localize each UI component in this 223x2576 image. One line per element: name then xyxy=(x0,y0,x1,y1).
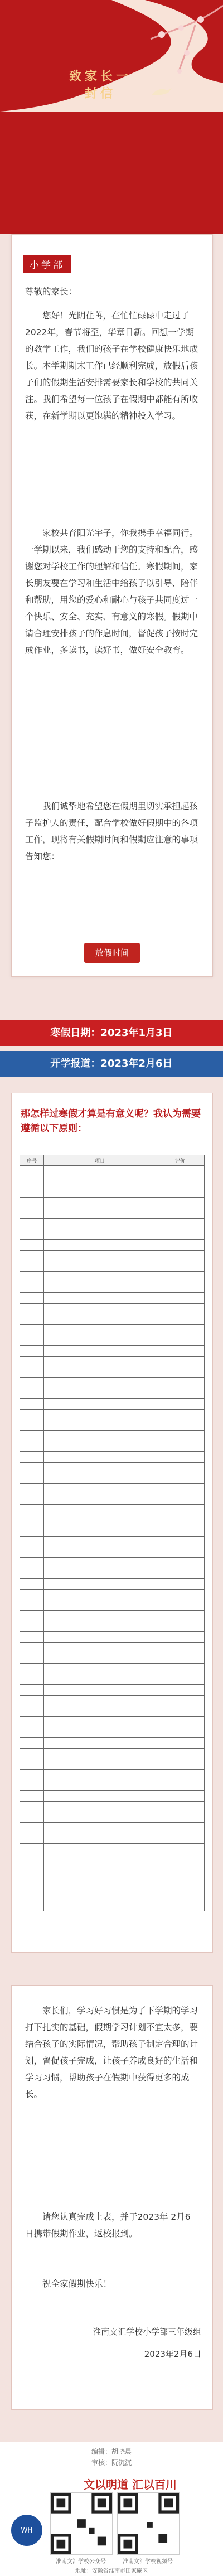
table-row xyxy=(20,1727,205,1738)
table-row xyxy=(20,1505,205,1515)
table-row xyxy=(20,1696,205,1706)
table-row xyxy=(20,1653,205,1664)
address-line: 地址：安徽省淮南市田家庵区 xyxy=(75,2568,148,2574)
signature-date: 2023年2月6日 xyxy=(144,2349,201,2359)
survey-question: 那怎样过寒假才算是有意义呢？我认为需要遵循以下原则： xyxy=(21,1108,201,1134)
table-row xyxy=(20,1166,205,1176)
editor-credit: 编辑：胡晓晨 xyxy=(91,2448,132,2456)
table-row xyxy=(20,1844,205,1911)
slogan-line-1: 文以明道 汇以百川 xyxy=(84,2478,177,2491)
qr2-label: 淮南文汇学校视频号 xyxy=(123,2559,173,2565)
table-row xyxy=(20,1823,205,1833)
school-logo: WH xyxy=(11,2515,42,2546)
letter-paragraph: 我们诚挚地希望您在假期里切实承担起孩子监护人的责任，配合学校做好假期中的各项工作，现将有关假期时间和假期应注意的事项告知您： xyxy=(25,801,198,861)
survey-card xyxy=(11,1093,213,1953)
qr1-label: 淮南文汇学校公众号 xyxy=(56,2559,106,2565)
table-row xyxy=(20,1367,205,1378)
table-row xyxy=(20,1198,205,1208)
column-header: 项目 xyxy=(44,1155,156,1166)
table-row xyxy=(20,1833,205,1844)
table-row xyxy=(20,1261,205,1272)
letter-card xyxy=(11,234,213,977)
table-row xyxy=(20,1590,205,1600)
table-row xyxy=(20,1272,205,1282)
table-row xyxy=(20,1579,205,1590)
table-row xyxy=(20,1802,205,1812)
table-row xyxy=(20,1304,205,1314)
closing-paragraph: 家长们，学习好习惯是为了下学期的学习打下扎实的基础，假期学习计划不宜太多，要结合孩子的实际情况，帮助孩子制定合理的计划，督促孩子完成，让孩子养成良好的生活和学习习惯，帮助孩子在假期中获得更多的成长。 xyxy=(25,2006,198,2099)
table-row xyxy=(20,1611,205,1621)
school-start-bar: 开学报道：2023年2月6日 xyxy=(0,1051,223,1077)
table-row xyxy=(20,1229,205,1240)
table-row xyxy=(20,1282,205,1293)
qr-code-icon xyxy=(51,2493,112,2554)
table-row xyxy=(20,1494,205,1505)
table-row xyxy=(20,1664,205,1674)
table-row xyxy=(20,1780,205,1791)
bird-icon xyxy=(151,84,173,100)
table-row xyxy=(20,1685,205,1696)
table-row xyxy=(20,1621,205,1632)
closing-paragraph: 请您认真完成上表，并于2023年 2月6日携带假期作业，返校报到。 xyxy=(25,2212,191,2239)
table-row xyxy=(20,1749,205,1759)
table-row xyxy=(20,1463,205,1473)
table-row xyxy=(20,1473,205,1484)
footer xyxy=(0,2442,223,2576)
table-row xyxy=(20,1632,205,1643)
section-tag: 小学部 xyxy=(23,255,71,273)
letter-paragraph: 家校共育阳光宇子，你我携手幸福同行。一学期以来，我们感动于您的支持和配合，感谢您对学校工作的理解和信任。寒假期间，家长朋友要在学习和生活中给孩子以引导、陪伴和帮助，用您的爱心和耐心与孩子共同度过一个快乐、安全、充实、有意义的寒假。假期中请合理安排孩子的作息时间，督促孩子按时完成作业，多读书，读好书，做好安全教育。 xyxy=(25,528,198,655)
table-row xyxy=(20,1568,205,1579)
holiday-time-button[interactable]: 放假时间 xyxy=(84,943,140,963)
closing-paragraph: 祝全家假期快乐！ xyxy=(42,2279,112,2289)
table-row xyxy=(20,1219,205,1229)
closing-card xyxy=(11,1985,213,2410)
column-header: 序号 xyxy=(20,1155,44,1166)
column-header: 评价 xyxy=(156,1155,205,1166)
table-row xyxy=(20,1674,205,1685)
table-row xyxy=(20,1791,205,1802)
letter-paragraph: 您好！光阴荏苒，在忙忙碌碌中走过了2022年，春节将至，华章日新。回想一学期的教学工作，我们的孩子在学校健康快乐地成长。本学期期末工作已经顺利完成，放假后孩子们的假期生活安排需要家长和学校的共同关注。我们希望每一位孩子在假期中都能有所收获，在新学期以更饱满的精神投入学习。 xyxy=(25,311,198,421)
table-row xyxy=(20,1293,205,1304)
table-row xyxy=(20,1441,205,1452)
table-row xyxy=(20,1526,205,1537)
table-row xyxy=(20,1738,205,1749)
plum-blossom-branch-icon xyxy=(128,0,223,100)
qr-code-icon xyxy=(118,2493,179,2554)
table-row xyxy=(20,1452,205,1463)
table-row xyxy=(20,1399,205,1410)
table-row xyxy=(20,1706,205,1717)
table-row xyxy=(20,1717,205,1727)
table-row xyxy=(20,1643,205,1653)
table-row xyxy=(20,1314,205,1325)
survey-table xyxy=(20,1155,205,1911)
holiday-date-bar: 寒假日期：2023年1月3日 xyxy=(0,1020,223,1046)
qr-code-official-account[interactable] xyxy=(50,2492,113,2555)
salutation: 尊敬的家长： xyxy=(25,287,77,297)
table-row xyxy=(20,1325,205,1335)
table-row xyxy=(20,1600,205,1611)
table-row xyxy=(20,1484,205,1494)
table-header-row xyxy=(20,1155,205,1166)
table-row xyxy=(20,1357,205,1367)
table-row xyxy=(20,1346,205,1357)
signature-school: 淮南文汇学校小学部三年级组 xyxy=(92,2327,201,2337)
table-row xyxy=(20,1176,205,1187)
table-row xyxy=(20,1770,205,1780)
reviewer-credit: 审核：阮沉沉 xyxy=(91,2459,132,2467)
table-row xyxy=(20,1759,205,1770)
table-row xyxy=(20,1420,205,1431)
table-row xyxy=(20,1187,205,1198)
table-row xyxy=(20,1558,205,1568)
qr-code-video-account[interactable] xyxy=(117,2492,180,2555)
table-row xyxy=(20,1515,205,1526)
table-row xyxy=(20,1812,205,1823)
table-row xyxy=(20,1240,205,1251)
table-row xyxy=(20,1208,205,1219)
hero-banner xyxy=(0,0,223,234)
hero-title: 致家长一封信 xyxy=(69,70,132,101)
table-row xyxy=(20,1388,205,1399)
table-row xyxy=(20,1378,205,1388)
table-row xyxy=(20,1251,205,1261)
table-row xyxy=(20,1547,205,1558)
table-row xyxy=(20,1537,205,1547)
table-row xyxy=(20,1335,205,1346)
table-row xyxy=(20,1410,205,1420)
table-row xyxy=(20,1431,205,1441)
